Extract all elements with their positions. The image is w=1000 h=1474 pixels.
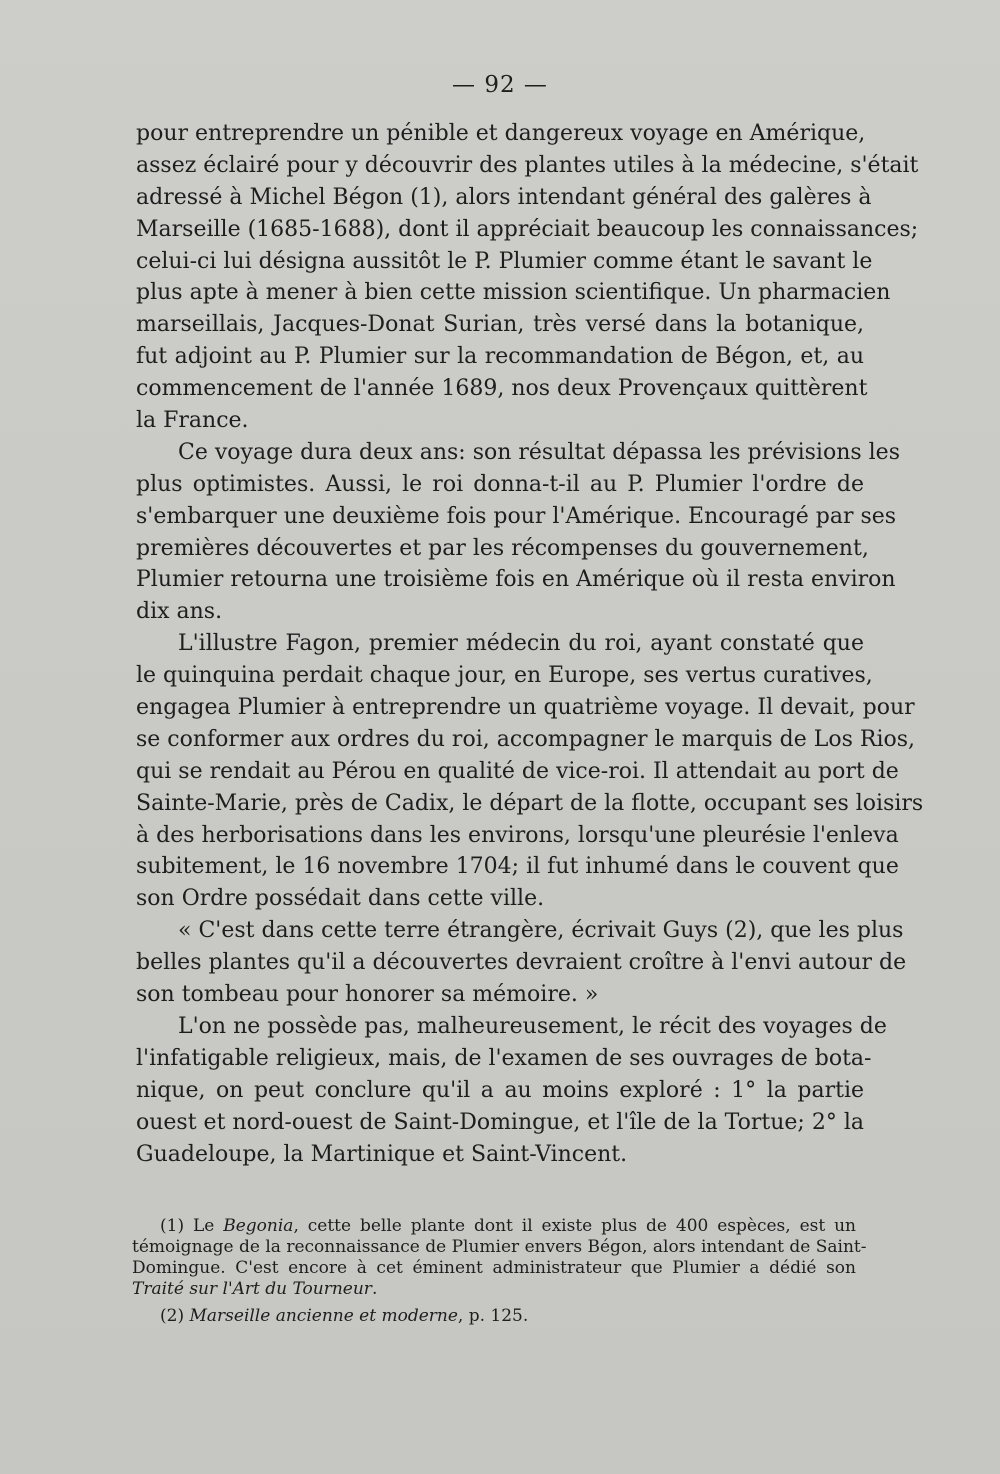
text-line: à des herborisations dans les environs, lorsqu'une pleurésie l'enleva (136, 822, 899, 848)
text-line: la France. (136, 408, 249, 434)
text-line: L'illustre Fagon, premier médecin du roi, ayant constaté que (178, 631, 864, 657)
footnote-1-line-2: témoignage de la reconnaissance de Plumier envers Bégon, alors intendant de Saint- (132, 1237, 867, 1257)
page-number: — 92 — (452, 72, 548, 98)
footnote-2-book-title: Marseille ancienne et moderne (189, 1306, 458, 1326)
text-line: nique, on peut conclure qu'il a au moins exploré : 1° la partie (136, 1077, 864, 1103)
text-line: son tombeau pour honorer sa mémoire. » (136, 982, 599, 1008)
footnote-1-line-3: Domingue. C'est encore à cet éminent administrateur que Plumier a dédié son (132, 1258, 856, 1278)
text-line: son Ordre possédait dans cette ville. (136, 886, 545, 912)
text-line: adressé à Michel Bégon (1), alors intendant général des galères à (136, 184, 872, 210)
footnote-2-marker: (2) (160, 1306, 190, 1326)
text-line: l'infatigable religieux, mais, de l'examen de ses ouvrages de bota- (136, 1045, 872, 1071)
text-line: ouest et nord-ouest de Saint-Domingue, et l'île de la Tortue; 2° la (136, 1109, 864, 1135)
text-line: fut adjoint au P. Plumier sur la recommandation de Bégon, et, au (136, 344, 864, 370)
text-line: Plumier retourna une troisième fois en Amérique où il resta environ (136, 567, 896, 593)
text-line: « C'est dans cette terre étrangère, écrivait Guys (2), que les plus (178, 918, 904, 944)
text-line: subitement, le 16 novembre 1704; il fut inhumé dans le couvent que (136, 854, 899, 880)
text-line: assez éclairé pour y découvrir des plantes utiles à la médecine, s'était (136, 152, 919, 178)
text-line: L'on ne possède pas, malheureusement, le récit des voyages de (178, 1013, 887, 1039)
text-line: premières découvertes et par les récompenses du gouvernement, (136, 535, 869, 561)
footnote-1-line-1-rest: , cette belle plante dont il existe plus de 400 espèces, est un (293, 1216, 856, 1236)
text-line: se conformer aux ordres du roi, accompagner le marquis de Los Rios, (136, 726, 916, 752)
text-line: belles plantes qu'il a découvertes devraient croître à l'envi autour de (136, 950, 907, 976)
text-line: dix ans. (136, 599, 223, 625)
text-line: qui se rendait au Pérou en qualité de vice-roi. Il attendait au port de (136, 758, 899, 784)
text-line: s'embarquer une deuxième fois pour l'Amérique. Encouragé par ses (136, 503, 897, 529)
footnote-1-line-4-rest: . (371, 1279, 378, 1299)
text-line: Sainte-Marie, près de Cadix, le départ de la flotte, occupant ses loisirs (136, 790, 924, 816)
footnotes (132, 1216, 867, 1327)
main-text (136, 118, 924, 1170)
footnote-1-line-4 (132, 1279, 856, 1300)
footnote-1-line-1 (132, 1216, 856, 1237)
text-line: marseillais, Jacques-Donat Surian, très versé dans la botanique, (136, 312, 864, 338)
footnote-1-italic-term: Begonia (223, 1216, 294, 1236)
footnote-2 (132, 1306, 856, 1327)
text-line: Marseille (1685-1688), dont il appréciait beaucoup les connaissances; (136, 216, 919, 242)
text-line: Guadeloupe, la Martinique et Saint-Vincent. (136, 1141, 628, 1167)
footnote-1-book-title: Traité sur l'Art du Tourneur (132, 1279, 372, 1299)
footnote-1-marker: (1) Le (160, 1216, 224, 1236)
text-line: le quinquina perdait chaque jour, en Europe, ses vertus curatives, (136, 663, 873, 689)
text-line: plus apte à mener à bien cette mission scientifique. Un pharmacien (136, 280, 891, 306)
footnote-2-rest: , p. 125. (457, 1306, 529, 1326)
text-line: commencement de l'année 1689, nos deux Provençaux quittèrent (136, 376, 868, 402)
text-line: engagea Plumier à entreprendre un quatrième voyage. Il devait, pour (136, 695, 915, 721)
text-line: celui-ci lui désigna aussitôt le P. Plumier comme étant le savant le (136, 248, 873, 274)
text-line: plus optimistes. Aussi, le roi donna-t-il au P. Plumier l'ordre de (136, 471, 864, 497)
text-line: Ce voyage dura deux ans: son résultat dépassa les prévisions les (178, 439, 900, 465)
text-line: pour entreprendre un pénible et dangereux voyage en Amérique, (136, 121, 866, 146)
